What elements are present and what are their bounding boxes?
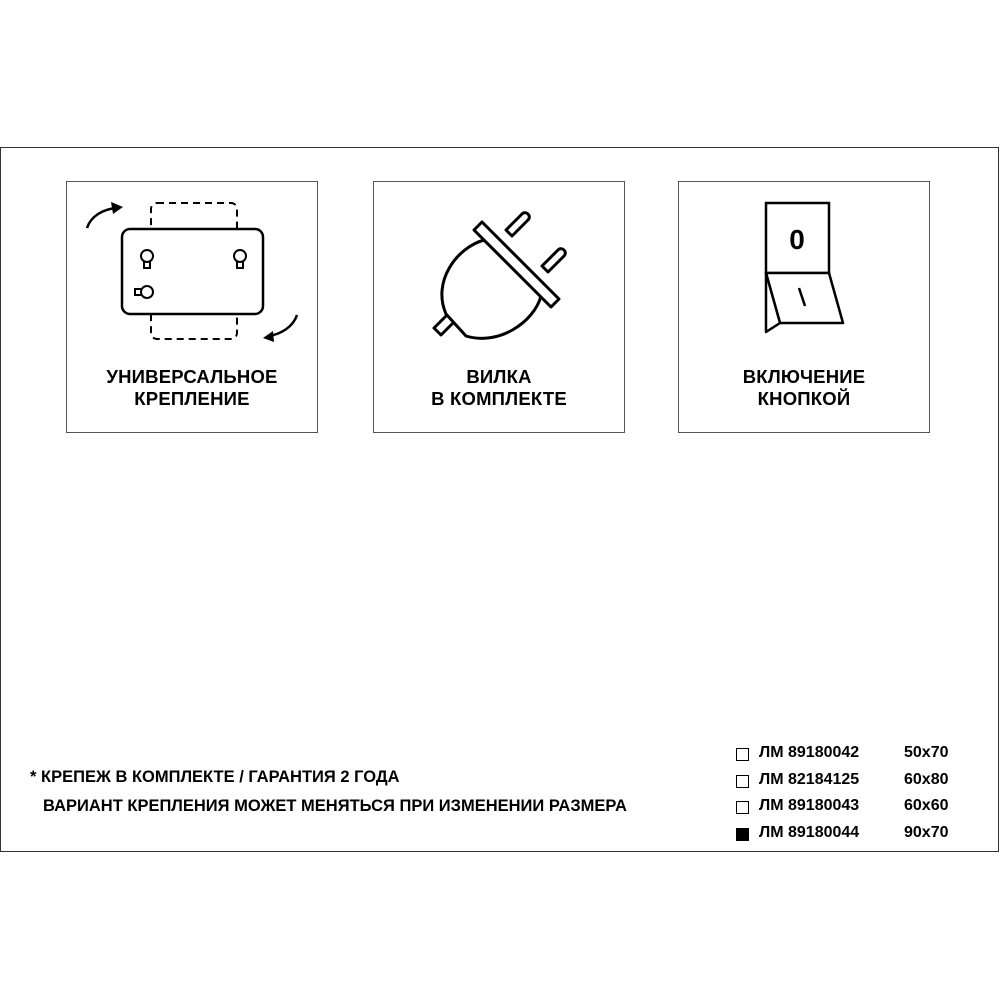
feature-card-switch [678, 181, 930, 433]
switch-off-text: 0 [789, 224, 805, 255]
model-size: 60x60 [904, 797, 949, 815]
model-code: ЛМ 89180044 [759, 824, 860, 842]
model-code: ЛМ 89180042 [759, 744, 860, 761]
model-size: 90x70 [904, 824, 949, 842]
note-mounting-variant: ВАРИАНТ КРЕПЛЕНИЯ МОЖЕТ МЕНЯТЬСЯ ПРИ ИЗМЕНЕНИИ РАЗМЕРА [43, 797, 627, 815]
model-size: 50x70 [904, 744, 949, 761]
model-code: ЛМ 82184125 [759, 770, 860, 788]
model-checkbox [736, 775, 749, 788]
model-row [736, 771, 976, 798]
model-list [736, 744, 976, 851]
model-row [736, 744, 976, 771]
feature-label-switch: ВКЛЮЧЕНИЕ КНОПКОЙ [742, 366, 866, 409]
model-checkbox [736, 748, 749, 761]
model-checkbox [736, 828, 749, 841]
model-row [736, 797, 976, 824]
feature-card-mounting [66, 181, 318, 433]
note-warranty: * КРЕПЕЖ В КОМПЛЕКТЕ / ГАРАНТИЯ 2 ГОДА [30, 768, 400, 786]
model-checkbox [736, 801, 749, 814]
feature-card-plug [373, 181, 625, 433]
model-code: ЛМ 89180043 [759, 797, 860, 815]
model-row [736, 824, 976, 851]
feature-label-plug: ВИЛКА В КОМПЛЕКТЕ [431, 366, 567, 409]
model-size: 60x80 [904, 770, 949, 788]
feature-label-mounting: УНИВЕРСАЛЬНОЕ КРЕПЛЕНИЕ [106, 366, 278, 409]
